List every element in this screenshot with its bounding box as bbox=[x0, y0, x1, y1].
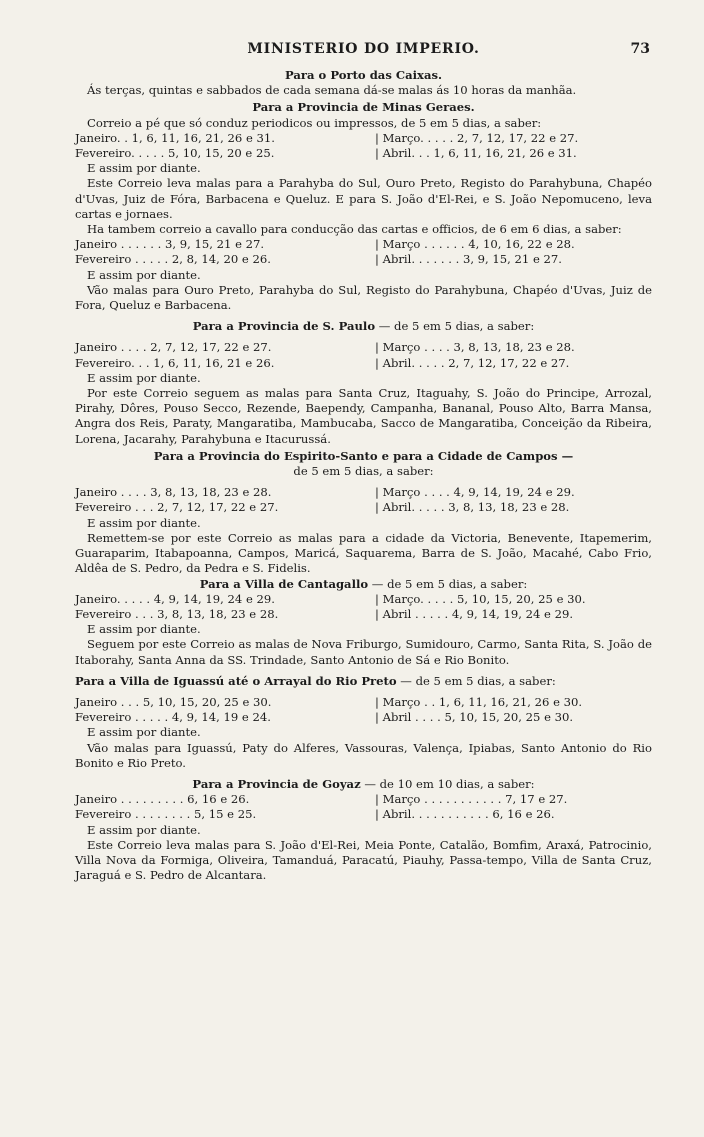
schedule-left: Fevereiro . . . 3, 8, 13, 18, 23 e 28. bbox=[75, 606, 279, 621]
section-heading: Para a Villa de Cantagallo bbox=[199, 576, 369, 591]
page-title: MINISTERIO DO IMPERIO. bbox=[247, 41, 480, 57]
schedule-row bbox=[75, 792, 652, 807]
schedule-right: | Março . . 1, 6, 11, 16, 21, 26 e 30. bbox=[375, 694, 583, 709]
schedule-row bbox=[75, 710, 652, 725]
section-heading-line bbox=[75, 674, 652, 689]
section-espirito-santo bbox=[75, 449, 652, 577]
schedule-left: Fevereiro . . . . . 2, 8, 14, 20 e 26. bbox=[75, 252, 271, 267]
schedule-left: Fevereiro . . . 2, 7, 12, 17, 22 e 27. bbox=[75, 500, 279, 515]
section-subheading: de 5 em 5 dias, a saber: bbox=[293, 464, 434, 479]
schedule-left: Janeiro. . 1, 6, 11, 16, 21, 26 e 31. bbox=[75, 130, 275, 145]
section-heading: Para a Provincia de S. Paulo bbox=[192, 319, 376, 334]
section-text: Vão malas para Ouro Preto, Parahyba do Sul, Registo do Parahybuna, Chapéo d'Uvas, Juiz de Fora, Queluz e Barbacena. bbox=[75, 282, 652, 313]
schedule-row bbox=[75, 252, 652, 267]
document-page bbox=[75, 42, 652, 883]
section-heading-line bbox=[75, 577, 652, 592]
section-heading-rest: — de 5 em 5 dias, a saber: bbox=[396, 673, 556, 688]
note: E assim por diante. bbox=[87, 622, 201, 637]
schedule-row bbox=[75, 592, 652, 607]
schedule-row bbox=[75, 356, 652, 371]
section-heading-rest: — de 5 em 5 dias, a saber: bbox=[375, 319, 535, 334]
schedule-row bbox=[75, 237, 652, 252]
section-text: Vão malas para Iguassú, Paty do Alferes, Vassouras, Valença, Ipiabas, Santo Antonio do Rio Bonito e Rio Preto. bbox=[75, 740, 652, 770]
section-heading-rest: — de 5 em 5 dias, a saber: bbox=[368, 576, 528, 591]
note: E assim por diante. bbox=[87, 370, 201, 385]
schedule-left: Fevereiro . . . . . 4, 9, 14, 19 e 24. bbox=[75, 710, 271, 725]
section-text: Este Correio leva malas para S. João d'El-Rei, Meia Ponte, Catalão, Bomfim, Araxá, Patrocinio, Villa Nova da Formiga, Oliveira, Tamanduá, Paracatú, Piauhy, Passa-tempo, Villa de Santa Cruz, Jaraguá e S. Pedro de Alcantara. bbox=[75, 837, 652, 883]
schedule-right: | Março . . . . 3, 8, 13, 18, 23 e 28. bbox=[375, 340, 575, 355]
section-heading-line bbox=[75, 319, 652, 334]
note: E assim por diante. bbox=[87, 725, 201, 740]
schedule-left: Fevereiro. . . . . 5, 10, 15, 20 e 25. bbox=[75, 146, 275, 161]
section-heading: Para a Villa de Iguassú até o Arrayal do Rio Preto bbox=[75, 673, 397, 688]
section-heading: Para a Provincia de Minas Geraes. bbox=[252, 100, 475, 115]
schedule-left: Janeiro . . . . . . . . . 6, 16 e 26. bbox=[75, 792, 250, 807]
section-text: Por este Correio seguem as malas para Santa Cruz, Itaguahy, S. João do Principe, Arrozal, Pirahy, Dôres, Pouso Secco, Rezende, Baependy, Campanha, Bananal, Pouso Alto, Barra Mansa, Angra dos Reis, Paraty, Mangaratiba, Mambucaba, Sacco de Mangaratiba, Conceição da Ribeira, Lorena, Jacarahy, Parahybuna e Itacurussá. bbox=[75, 386, 652, 446]
schedule-left: Fevereiro. . . 1, 6, 11, 16, 21 e 26. bbox=[75, 355, 275, 370]
schedule-row bbox=[75, 500, 652, 515]
section-intro: Ha tambem correio a cavallo para conducção das cartas e officios, de 6 em 6 dias, a saber: bbox=[87, 222, 622, 237]
section-heading-rest: — de 10 em 10 dias, a saber: bbox=[360, 776, 535, 791]
section-intro: Correio a pé que só conduz periodicos ou impressos, de 5 em 5 dias, a saber: bbox=[87, 115, 542, 130]
note: E assim por diante. bbox=[87, 161, 201, 176]
schedule-left: Janeiro . . . . . . 3, 9, 15, 21 e 27. bbox=[75, 237, 265, 252]
section-text: Este Correio leva malas para a Parahyba do Sul, Ouro Preto, Registo do Parahybuna, Chapéo d'Uvas, Juiz de Fóra, Barbacena e Queluz. E para S. João d'El-Rei, e S. João Nepomuceno, leva cartas e jornaes. bbox=[75, 176, 652, 221]
section-heading: Para a Provincia do Espirito-Santo e para a Cidade de Campos — bbox=[153, 448, 574, 463]
section-minas-geraes bbox=[75, 100, 652, 313]
page-header bbox=[75, 42, 652, 66]
schedule-left: Janeiro . . . . 3, 8, 13, 18, 23 e 28. bbox=[75, 485, 272, 500]
schedule-row bbox=[75, 607, 652, 622]
schedule-right: | Março. . . . . 2, 7, 12, 17, 22 e 27. bbox=[375, 130, 579, 145]
note: E assim por diante. bbox=[87, 515, 201, 530]
schedule-row bbox=[75, 340, 652, 355]
schedule-right: | Abril. . . . . . . . . . . 6, 16 e 26. bbox=[375, 807, 555, 822]
schedule-left: Janeiro . . . 5, 10, 15, 20, 25 e 30. bbox=[75, 694, 272, 709]
schedule-row bbox=[75, 131, 652, 146]
schedule-right: | Abril. . . 1, 6, 11, 16, 21, 26 e 31. bbox=[375, 146, 577, 161]
page-number: 73 bbox=[630, 41, 650, 57]
schedule-right: | Março . . . . . . . . . . . 7, 17 e 27. bbox=[375, 792, 568, 807]
section-heading: Para a Provincia de Goyaz bbox=[192, 776, 361, 791]
schedule-row bbox=[75, 807, 652, 822]
section-text: Remettem-se por este Correio as malas para a cidade da Victoria, Benevente, Itapemerim, Guaraparim, Itabapoanna, Campos, Maricá, Saquarema, Barra de S. João, Macahé, Cabo Frio, Aldêa de S. Pedro, da Pedra e S. Fidelis. bbox=[75, 530, 652, 576]
schedule-right: | Março . . . . . . 4, 10, 16, 22 e 28. bbox=[375, 237, 575, 252]
schedule-row bbox=[75, 146, 652, 161]
section-heading: Para o Porto das Caixas. bbox=[284, 68, 443, 82]
section-sao-paulo bbox=[75, 319, 652, 447]
schedule-right: | Março. . . . . 5, 10, 15, 20, 25 e 30. bbox=[375, 591, 586, 606]
section-goyaz bbox=[75, 777, 652, 883]
schedule-left: Fevereiro . . . . . . . . 5, 15 e 25. bbox=[75, 807, 257, 822]
schedule-right: | Abril . . . . . 4, 9, 14, 19, 24 e 29. bbox=[375, 606, 574, 621]
section-heading-line bbox=[75, 777, 652, 792]
section-text: Ás terças, quintas e sabbados de cada semana dá-se malas ás 10 horas da manhãa. bbox=[87, 83, 577, 98]
section-porto-das-caixas bbox=[75, 68, 652, 98]
note: E assim por diante. bbox=[87, 267, 201, 282]
section-cantagallo bbox=[75, 577, 652, 668]
section-iguassu bbox=[75, 674, 652, 771]
schedule-right: | Abril. . . . . 2, 7, 12, 17, 22 e 27. bbox=[375, 355, 570, 370]
section-text: Seguem por este Correio as malas de Nova Friburgo, Sumidouro, Carmo, Santa Rita, S. João de Itaborahy, Santa Anna da SS. Trindade, Santo Antonio de Sá e Rio Bonito. bbox=[75, 637, 652, 667]
schedule-row bbox=[75, 695, 652, 710]
schedule-left: Janeiro . . . . 2, 7, 12, 17, 22 e 27. bbox=[75, 340, 272, 355]
schedule-row bbox=[75, 485, 652, 500]
schedule-right: | Março . . . . 4, 9, 14, 19, 24 e 29. bbox=[375, 485, 575, 500]
schedule-right: | Abril. . . . . . . 3, 9, 15, 21 e 27. bbox=[375, 252, 562, 267]
schedule-left: Janeiro. . . . . 4, 9, 14, 19, 24 e 29. bbox=[75, 591, 275, 606]
schedule-right: | Abril . . . . 5, 10, 15, 20, 25 e 30. bbox=[375, 710, 574, 725]
schedule-right: | Abril. . . . . 3, 8, 13, 18, 23 e 28. bbox=[375, 500, 570, 515]
note: E assim por diante. bbox=[87, 822, 201, 837]
